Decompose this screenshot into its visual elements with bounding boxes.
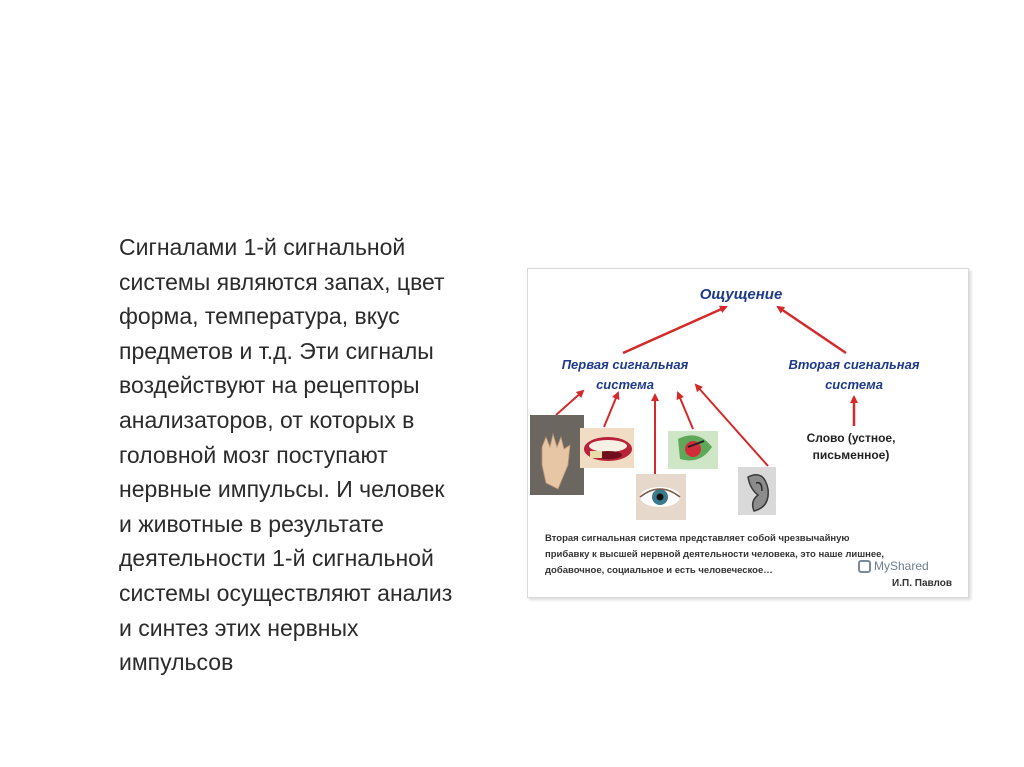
node-word-line2: письменное) <box>812 448 890 462</box>
quote-line: прибавку к высшей нервной деятельности человека, это наше лишнее, <box>545 549 885 560</box>
hand-photo <box>530 415 584 495</box>
node-word-line1: Слово (устное, <box>806 431 896 445</box>
arrow-first-to-sensation <box>623 307 726 353</box>
signal-system-diagram <box>527 268 969 598</box>
body-line: анализаторов, от которых в <box>119 406 415 433</box>
quote-line: добавочное, социальное и есть человеческое… <box>545 565 773 576</box>
body-line: головной мозг поступают <box>119 441 388 468</box>
arrow-second-to-sensation <box>778 307 846 353</box>
body-line: воздействуют на рецепторы <box>119 372 420 399</box>
body-line: форма, температура, вкус <box>119 303 400 330</box>
node-first-system-line2: система <box>596 377 654 392</box>
myshared-icon <box>858 560 871 573</box>
mouth-photo <box>580 428 634 468</box>
body-line: импульсов <box>119 649 234 676</box>
node-first-system-line1: Первая сигнальная <box>561 357 689 372</box>
watermark-text: MyShared <box>874 559 929 573</box>
arrow-smell <box>678 393 693 429</box>
arrow-taste <box>604 393 618 427</box>
body-line: предметов и т.д. Эти сигналы <box>119 337 434 364</box>
body-line: деятельности 1-й сигнальной <box>119 545 434 572</box>
tongue-photo <box>668 431 718 469</box>
node-second-system-line2: система <box>825 377 883 392</box>
quote-author: И.П. Павлов <box>892 578 952 589</box>
arrow-touch <box>556 391 583 415</box>
body-text <box>119 230 539 680</box>
body-line: системы осуществляют анализ <box>119 579 453 606</box>
body-line: системы являются запах, цвет <box>119 268 445 295</box>
node-sensation: Ощущение <box>699 286 783 303</box>
body-line: Сигналами 1-й сигнальной <box>119 234 406 260</box>
node-second-system-line1: Вторая сигнальная <box>788 357 920 372</box>
watermark-logo <box>858 559 929 573</box>
body-line: нервные импульсы. И человек <box>119 476 445 503</box>
ear-photo <box>738 467 776 515</box>
eye-photo <box>636 474 686 520</box>
body-line: и животные в результате <box>119 510 384 537</box>
body-line: и синтез этих нервных <box>119 614 359 641</box>
diagram-svg <box>528 269 968 597</box>
quote-line: Вторая сигнальная система представляет собой чрезвычайную <box>545 533 850 544</box>
